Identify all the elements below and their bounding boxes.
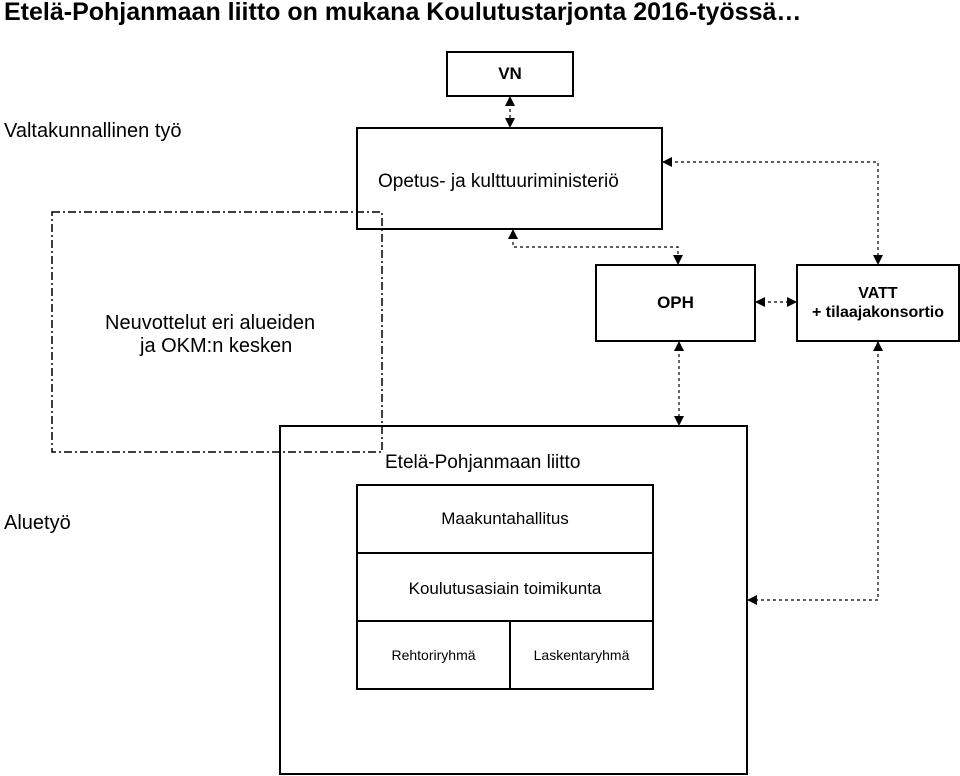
laskentaryhma-label: Laskentaryhmä [533,647,630,663]
regional-work-label: Aluetyö [4,512,71,534]
negotiations-line2: ja OKM:n kesken [140,335,293,357]
maakuntahallitus-label: Maakuntahallitus [441,509,569,528]
national-work-label: Valtakunnallinen työ [4,120,182,142]
negotiations-line1: Neuvottelut eri alueiden [105,312,316,334]
vatt-label-line2: + tilaajakonsortio [811,304,945,321]
vatt-label-line1: VATT [858,285,898,302]
oph-label: OPH [657,293,694,312]
connector-okm-vatt [663,162,878,264]
connector-vatt-ep-liitto [748,342,878,600]
page-title: Etelä-Pohjanmaan liitto on mukana Koulutustarjonta 2016-työssä… [4,0,802,26]
ep-liitto-label: Etelä-Pohjanmaan liitto [385,452,581,473]
rehtoriryhma-label: Rehtoriryhmä [391,647,476,663]
negotiations-region [52,212,382,452]
vn-label: VN [498,64,522,83]
koulutusasiain-toimikunta-label: Koulutusasiain toimikunta [408,579,602,598]
connector-okm-oph [513,230,678,264]
okm-label: Opetus- ja kulttuuriministeriö [378,171,619,192]
